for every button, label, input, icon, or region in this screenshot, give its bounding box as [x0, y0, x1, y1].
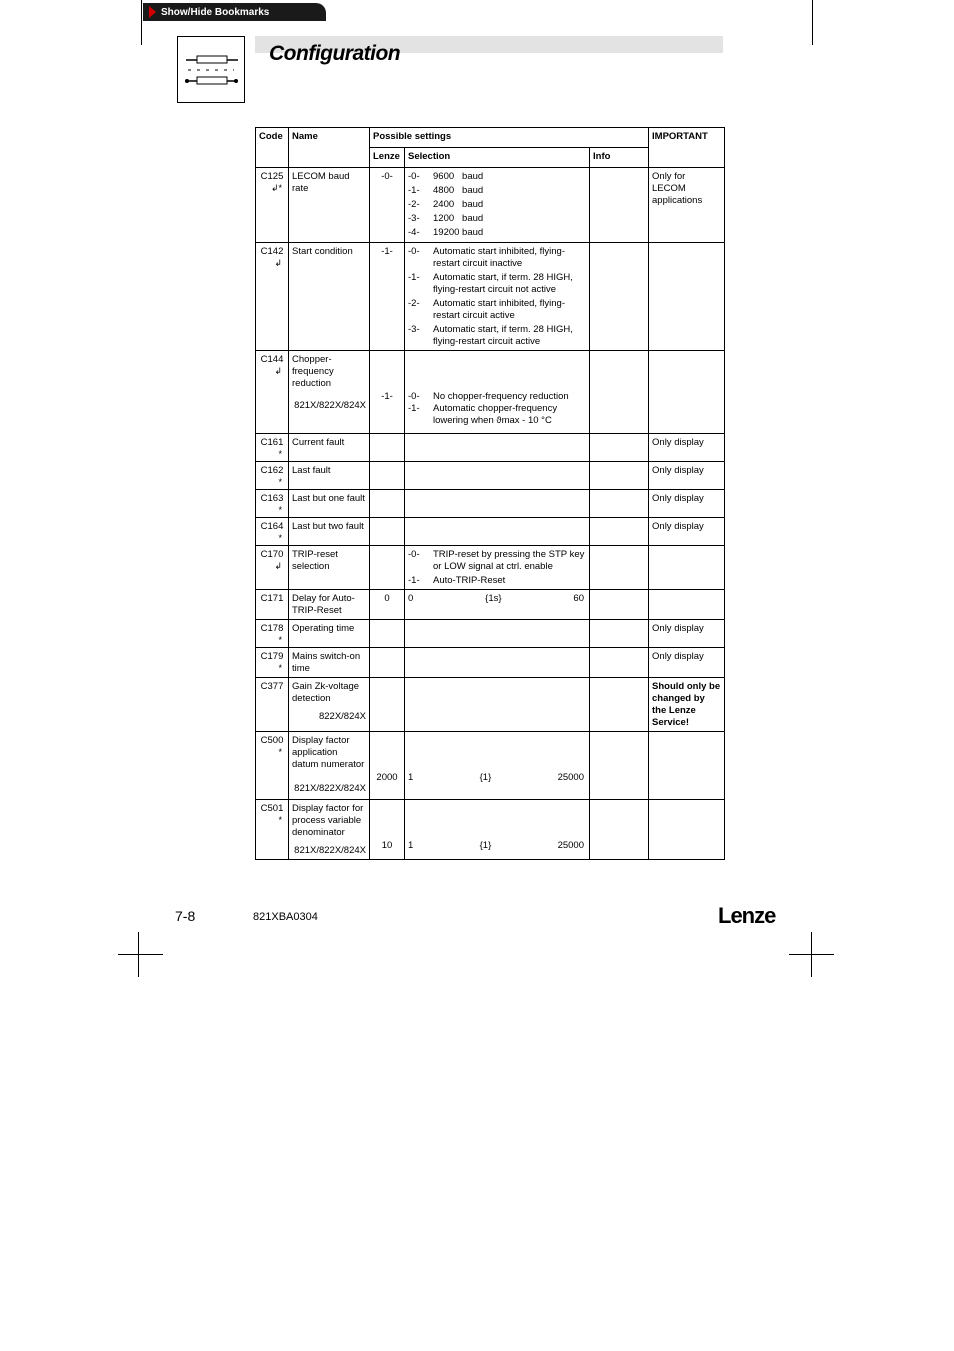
- important-cell: [649, 800, 725, 860]
- name-value: Gain Zk-voltage detection: [292, 681, 360, 704]
- code-cell: [256, 678, 289, 732]
- bookmark-button-label: Show/Hide Bookmarks: [161, 6, 270, 18]
- range-max: 25000: [557, 772, 584, 783]
- option-text: Automatic start inhibited, flying-restart circuit active: [433, 298, 566, 321]
- lenze-default-cell: [370, 648, 405, 678]
- important-note: Only display: [652, 623, 704, 634]
- table-row: [256, 800, 725, 860]
- code-value: C179: [260, 651, 284, 662]
- table-row: [256, 243, 725, 351]
- code-value: C144: [260, 354, 284, 365]
- lenze-default: 0: [384, 593, 390, 604]
- important-cell: [649, 546, 725, 590]
- value-range: [408, 593, 586, 605]
- lenze-default-cell: [370, 546, 405, 590]
- name-value: Operating time: [292, 623, 355, 634]
- selection-option: [408, 199, 586, 211]
- name-value: TRIP-reset selection: [292, 549, 338, 572]
- table-row: [256, 678, 725, 732]
- selection-cell: [405, 732, 590, 800]
- name-cell: [289, 800, 370, 860]
- important-note: Only display: [652, 651, 704, 662]
- code-value: C178: [260, 623, 284, 634]
- info-cell: [590, 620, 649, 648]
- range-min: 0: [408, 593, 414, 604]
- selection-cell: [405, 490, 590, 518]
- name-cell: [289, 490, 370, 518]
- info-cell: [590, 648, 649, 678]
- option-number: -0-: [408, 246, 420, 257]
- model-variants: 821X/822X/824X: [294, 400, 366, 411]
- selection-cell: [405, 648, 590, 678]
- parameter-flag: *: [278, 505, 282, 515]
- show-hide-bookmarks-button[interactable]: [143, 3, 326, 21]
- option-text: Auto-TRIP-Reset: [433, 575, 506, 586]
- range-max: 25000: [557, 840, 584, 851]
- selection-cell: [405, 546, 590, 590]
- crop-mark: [141, 0, 142, 45]
- option-number: -1-: [408, 403, 420, 414]
- name-cell: [289, 590, 370, 620]
- code-cell: [256, 434, 289, 462]
- important-note: Only display: [652, 465, 704, 476]
- option-text: Automatic chopper-frequency lowering when ϑmax - 10 °C: [433, 403, 560, 426]
- code-value: C170: [260, 549, 284, 560]
- range-max: 60: [573, 593, 584, 604]
- info-cell: [590, 518, 649, 546]
- parameter-flag: ↲: [274, 366, 282, 376]
- important-cell: [649, 620, 725, 648]
- table-row: [256, 546, 725, 590]
- option-text: Automatic start, if term. 28 HIGH, flying-restart circuit not active: [433, 272, 576, 295]
- header-lenze: Lenze: [370, 148, 405, 168]
- option-text: 9600 baud: [433, 171, 484, 182]
- option-number: -0-: [408, 391, 420, 402]
- important-cell: [649, 243, 725, 351]
- lenze-default-cell: [370, 243, 405, 351]
- parameter-flag: *: [278, 635, 282, 645]
- selection-option: [408, 391, 586, 403]
- lenze-default: 2000: [376, 772, 398, 783]
- code-cell: [256, 243, 289, 351]
- selection-cell: [405, 168, 590, 243]
- lenze-default: 10: [381, 840, 393, 851]
- selection-cell: [405, 462, 590, 490]
- selection-cell: [405, 518, 590, 546]
- name-cell: [289, 518, 370, 546]
- code-value: C500: [260, 735, 284, 746]
- model-variants: 822X/824X: [318, 711, 366, 722]
- lenze-default-cell: [370, 518, 405, 546]
- range-min: 1: [408, 772, 414, 783]
- lenze-default-cell: [370, 590, 405, 620]
- code-cell: [256, 462, 289, 490]
- option-number: -2-: [408, 298, 420, 309]
- lenze-default-cell: [370, 800, 405, 860]
- lenze-default-cell: [370, 678, 405, 732]
- option-text: TRIP-reset by pressing the STP key or LOW signal at ctrl. enable: [433, 549, 587, 572]
- selection-option: [408, 246, 586, 270]
- lenze-default-cell: [370, 168, 405, 243]
- option-number: -1-: [408, 272, 420, 283]
- selection-cell: [405, 243, 590, 351]
- important-note: Only display: [652, 437, 704, 448]
- range-step: {1s}: [485, 593, 502, 604]
- value-range: [408, 840, 586, 852]
- name-value: Last but two fault: [292, 521, 364, 532]
- name-cell: [289, 462, 370, 490]
- name-cell: [289, 648, 370, 678]
- code-value: C163: [260, 493, 284, 504]
- info-cell: [590, 546, 649, 590]
- name-cell: [289, 243, 370, 351]
- name-value: Display factor for process variable denominator: [292, 803, 364, 838]
- lenze-default: -1-: [381, 246, 393, 257]
- header-name: Name: [289, 128, 370, 168]
- important-cell: [649, 590, 725, 620]
- important-note: Only for LECOM applications: [652, 171, 703, 206]
- parameter-flag: ↲: [274, 561, 282, 571]
- page-title: Configuration: [269, 42, 401, 65]
- header-selection: Selection: [405, 148, 590, 168]
- parameter-flag: *: [278, 663, 282, 673]
- name-value: Display factor application datum numerator: [292, 735, 365, 770]
- selection-option: [408, 575, 586, 587]
- option-number: -0-: [408, 171, 420, 182]
- lenze-default: -1-: [381, 391, 393, 402]
- table-row: [256, 462, 725, 490]
- value-range: [408, 772, 586, 784]
- selection-option: [408, 185, 586, 197]
- info-cell: [590, 462, 649, 490]
- code-cell: [256, 518, 289, 546]
- info-cell: [590, 800, 649, 860]
- selection-cell: [405, 434, 590, 462]
- play-icon: [149, 6, 156, 18]
- table-row: [256, 490, 725, 518]
- code-cell: [256, 732, 289, 800]
- important-cell: [649, 434, 725, 462]
- selection-cell: [405, 678, 590, 732]
- lenze-default-cell: [370, 732, 405, 800]
- parameter-flag: *: [278, 815, 282, 825]
- option-text: 4800 baud: [433, 185, 484, 196]
- lenze-default-cell: [370, 620, 405, 648]
- code-cell: [256, 546, 289, 590]
- option-number: -1-: [408, 185, 420, 196]
- name-value: Delay for Auto-TRIP-Reset: [292, 593, 355, 616]
- parameter-flag: *: [278, 477, 282, 487]
- selection-option: [408, 171, 586, 183]
- option-number: -0-: [408, 549, 420, 560]
- code-cell: [256, 620, 289, 648]
- code-value: C161: [260, 437, 284, 448]
- table-row: [256, 590, 725, 620]
- code-value: C142: [260, 246, 284, 257]
- model-variants: 821X/822X/824X: [294, 845, 366, 856]
- info-cell: [590, 678, 649, 732]
- code-value: C501: [260, 803, 284, 814]
- parameter-flag: ↲*: [270, 183, 282, 193]
- option-text: No chopper-frequency reduction: [433, 391, 569, 402]
- table-row: [256, 168, 725, 243]
- table-row: [256, 620, 725, 648]
- parameter-flag: *: [278, 449, 282, 459]
- important-cell: [649, 648, 725, 678]
- code-cell: [256, 648, 289, 678]
- name-cell: [289, 351, 370, 434]
- code-value: C377: [260, 681, 284, 692]
- parameter-flag: ↲: [274, 258, 282, 268]
- name-value: Mains switch-on time: [292, 651, 361, 674]
- selection-option: [408, 403, 586, 427]
- name-cell: [289, 732, 370, 800]
- parameter-flag: *: [278, 533, 282, 543]
- code-cell: [256, 490, 289, 518]
- important-cell: [649, 678, 725, 732]
- selection-option: [408, 298, 586, 322]
- selection-option: [408, 213, 586, 225]
- header-possible-settings: Possible settings: [370, 128, 649, 148]
- code-value: C125: [260, 171, 284, 182]
- option-text: 1200 baud: [433, 213, 484, 224]
- option-number: -4-: [408, 227, 420, 238]
- info-cell: [590, 434, 649, 462]
- configuration-icon: [177, 36, 245, 103]
- info-cell: [590, 168, 649, 243]
- selection-cell: [405, 800, 590, 860]
- info-cell: [590, 351, 649, 434]
- name-cell: [289, 434, 370, 462]
- code-value: C171: [260, 593, 284, 604]
- table-row: [256, 434, 725, 462]
- selection-option: [408, 272, 586, 296]
- name-value: LECOM baud rate: [292, 171, 350, 194]
- name-value: Last but one fault: [292, 493, 365, 504]
- important-note: Should only be changed by the Lenze Service!: [652, 681, 721, 728]
- option-number: -3-: [408, 213, 420, 224]
- header-info: Info: [590, 148, 649, 168]
- code-cell: [256, 590, 289, 620]
- lenze-default-cell: [370, 351, 405, 434]
- name-cell: [289, 546, 370, 590]
- code-cell: [256, 168, 289, 243]
- important-cell: [649, 490, 725, 518]
- code-cell: [256, 800, 289, 860]
- configuration-table: [255, 127, 725, 860]
- code-value: C162: [260, 465, 284, 476]
- name-cell: [289, 678, 370, 732]
- option-number: -3-: [408, 324, 420, 335]
- lenze-default: -0-: [381, 171, 393, 182]
- important-note: Only display: [652, 493, 704, 504]
- document-id: 821XBA0304: [253, 911, 318, 923]
- table-row: [256, 648, 725, 678]
- crop-mark: [118, 954, 163, 955]
- option-number: -2-: [408, 199, 420, 210]
- name-value: Start condition: [292, 246, 353, 257]
- info-cell: [590, 243, 649, 351]
- important-cell: [649, 168, 725, 243]
- important-cell: [649, 462, 725, 490]
- parameter-flag: *: [278, 747, 282, 757]
- table-row: [256, 732, 725, 800]
- lenze-default-cell: [370, 434, 405, 462]
- name-cell: [289, 168, 370, 243]
- important-cell: [649, 518, 725, 546]
- model-variants: 821X/822X/824X: [294, 783, 366, 794]
- table-row: [256, 518, 725, 546]
- lenze-default-cell: [370, 462, 405, 490]
- option-number: -1-: [408, 575, 420, 586]
- range-step: {1}: [479, 840, 492, 851]
- selection-option: [408, 324, 586, 348]
- option-text: 2400 baud: [433, 199, 484, 210]
- important-cell: [649, 732, 725, 800]
- header-important: IMPORTANT: [649, 128, 725, 168]
- lenze-default-cell: [370, 490, 405, 518]
- important-cell: [649, 351, 725, 434]
- table-body: [256, 168, 725, 860]
- info-cell: [590, 490, 649, 518]
- range-min: 1: [408, 840, 414, 851]
- selection-option: [408, 227, 586, 239]
- name-value: Last fault: [292, 465, 331, 476]
- selection-cell: [405, 590, 590, 620]
- page-number: 7-8: [175, 908, 196, 924]
- range-step: {1}: [479, 772, 492, 783]
- crop-mark: [812, 0, 813, 45]
- code-value: C164: [260, 521, 284, 532]
- info-cell: [590, 590, 649, 620]
- header-code: Code: [256, 128, 289, 168]
- code-cell: [256, 351, 289, 434]
- option-text: 19200 baud: [433, 227, 484, 238]
- info-cell: [590, 732, 649, 800]
- selection-option: [408, 549, 586, 573]
- option-text: Automatic start, if term. 28 HIGH, flying-restart circuit active: [433, 324, 576, 347]
- table-row: [256, 351, 725, 434]
- important-note: Only display: [652, 521, 704, 532]
- option-text: Automatic start inhibited, flying-restart circuit inactive: [433, 246, 566, 269]
- crop-mark: [789, 954, 834, 955]
- lenze-logo: Lenze: [718, 903, 776, 928]
- selection-cell: [405, 620, 590, 648]
- selection-cell: [405, 351, 590, 434]
- name-value: Current fault: [292, 437, 345, 448]
- name-value: Chopper-frequency reduction: [292, 354, 334, 389]
- name-cell: [289, 620, 370, 648]
